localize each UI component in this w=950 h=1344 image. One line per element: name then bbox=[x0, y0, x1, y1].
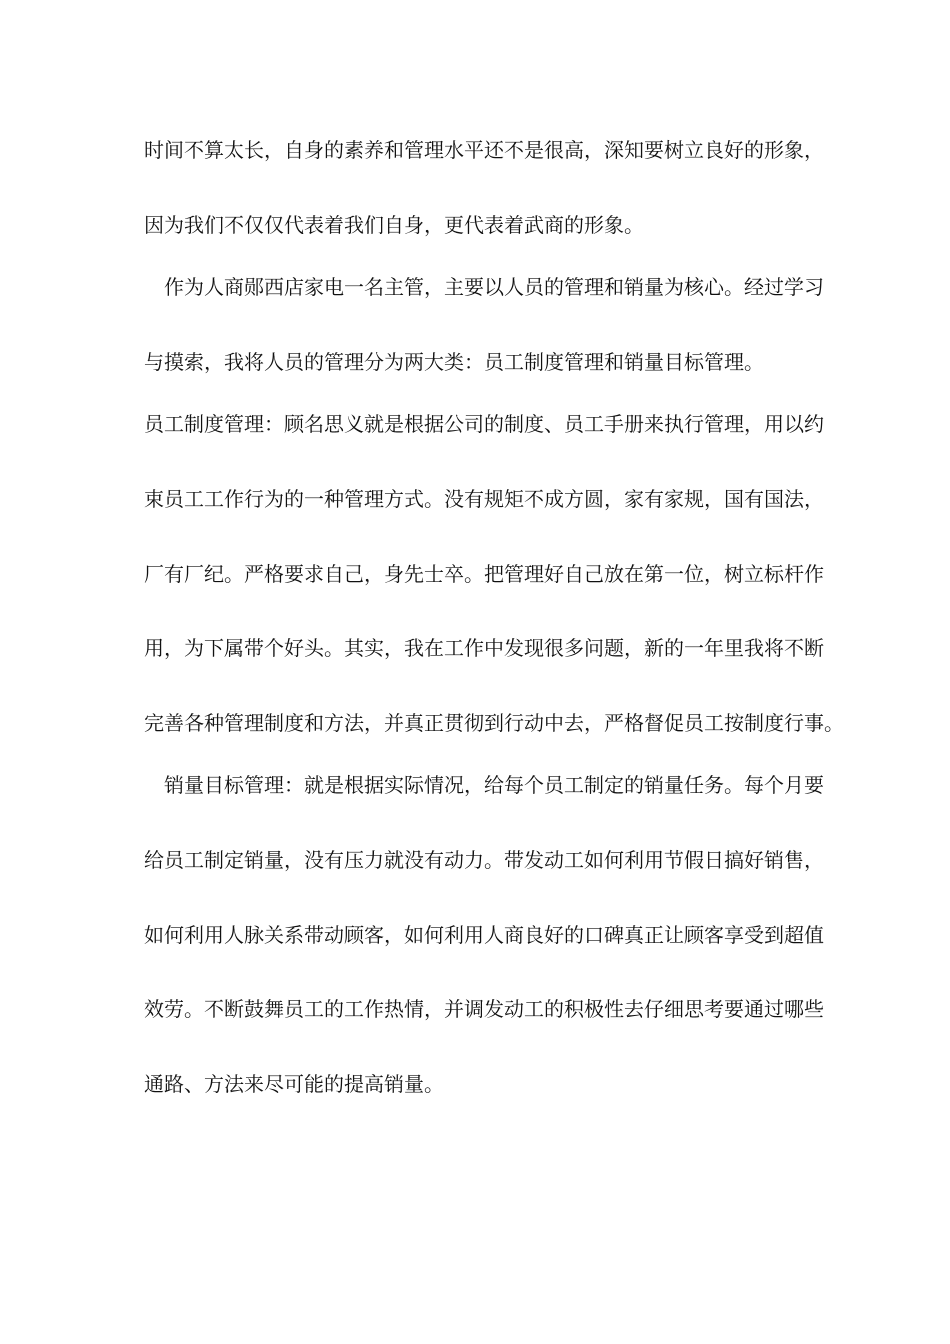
text-line-5: 员工制度管理：顾名思义就是根据公司的制度、员工手册来执行管理，用以约 bbox=[144, 412, 824, 436]
text-line-1: 时间不算太长，自身的素养和管理水平还不是很高，深知要树立良好的形象， bbox=[144, 138, 824, 162]
text-line-2: 因为我们不仅仅代表着我们自身，更代表着武商的形象。 bbox=[144, 213, 644, 237]
text-line-8: 用，为下属带个好头。其实，我在工作中发现很多问题，新的一年里我将不断 bbox=[144, 636, 824, 660]
text-line-12: 如何利用人脉关系带动顾客，如何利用人商良好的口碑真正让顾客享受到超值 bbox=[144, 923, 824, 947]
text-line-10: 销量目标管理：就是根据实际情况，给每个员工制定的销量任务。每个月要 bbox=[144, 773, 824, 797]
text-line-4: 与摸索，我将人员的管理分为两大类：员工制度管理和销量目标管理。 bbox=[144, 350, 764, 374]
text-line-13: 效劳。不断鼓舞员工的工作热情，并调发动工的积极性去仔细思考要通过哪些 bbox=[144, 997, 824, 1021]
text-line-7: 厂有厂纪。严格要求自己，身先士卒。把管理好自己放在第一位，树立标杆作 bbox=[144, 562, 824, 586]
text-line-9: 完善各种管理制度和方法，并真正贯彻到行动中去，严格督促员工按制度行事。 bbox=[144, 711, 844, 735]
text-line-3: 作为人商郧西店家电一名主管，主要以人员的管理和销量为核心。经过学习 bbox=[144, 275, 824, 299]
text-line-6: 束员工工作行为的一种管理方式。没有规矩不成方圆，家有家规，国有国法， bbox=[144, 487, 824, 511]
text-line-14: 通路、方法来尽可能的提高销量。 bbox=[144, 1072, 444, 1096]
text-line-11: 给员工制定销量，没有压力就没有动力。带发动工如何利用节假日搞好销售， bbox=[144, 848, 824, 872]
